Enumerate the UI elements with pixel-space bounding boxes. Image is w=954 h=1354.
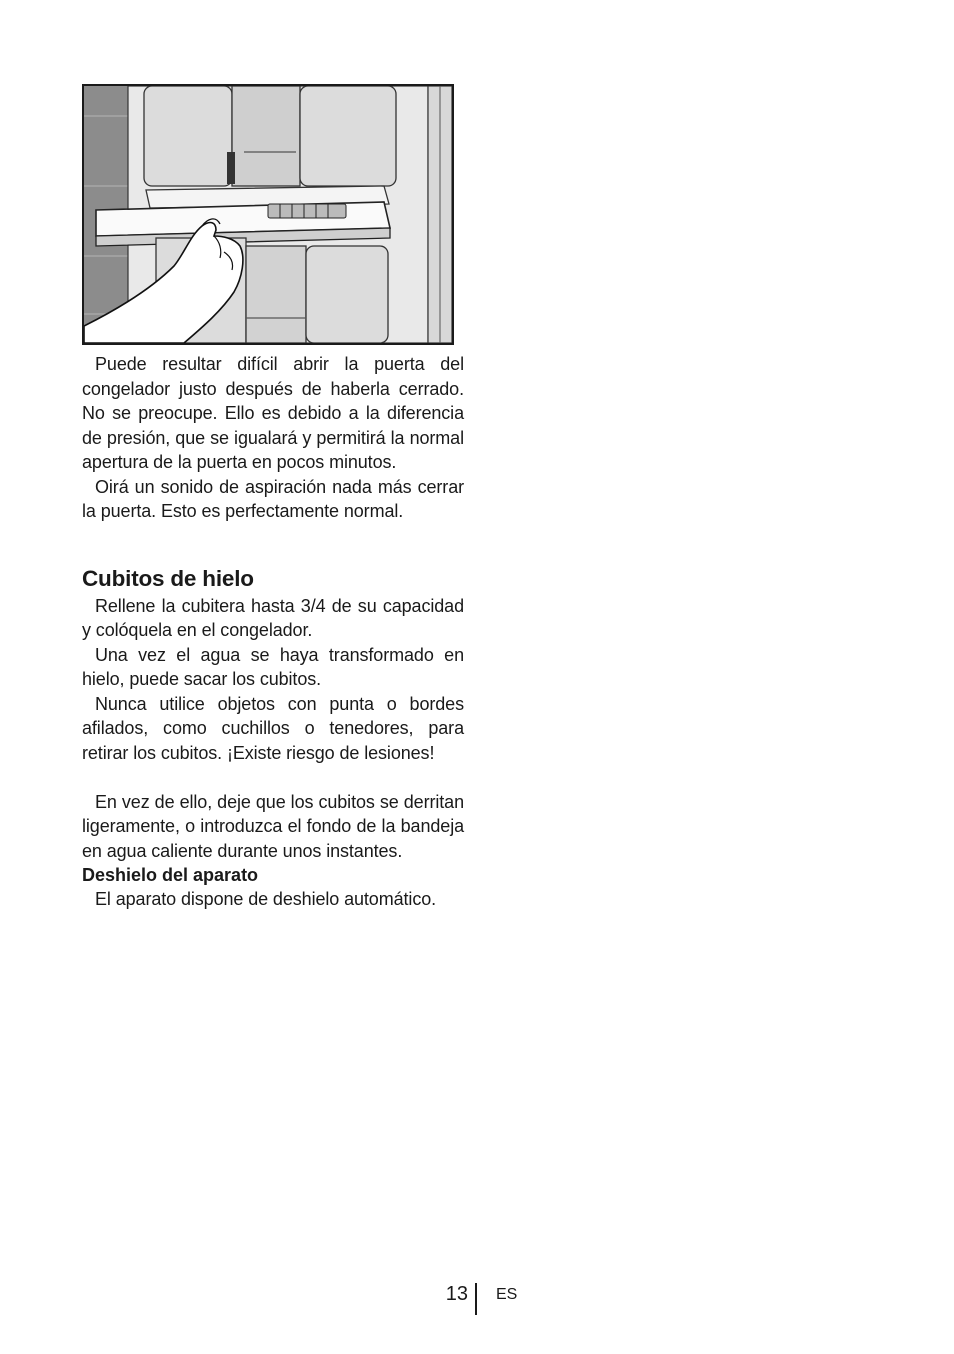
freezer-door-hand-icon [84,86,452,343]
intro-paragraph-1: Puede resultar difícil abrir la puerta del congelador justo después de haberla cerrado. No se preocupe. Ello es debido a la diferencia de presión, que se igualará y permitirá la normal apertura de la puerta en pocos minutos. [82,354,464,472]
intro-paragraph-2: Oirá un sonido de aspiración nada más cerrar la puerta. Esto es perfectamente normal. [82,476,464,521]
ice-paragraph-2: Una vez el agua se haya transformado en hielo, puede sacar los cubitos. [82,644,464,689]
ice-paragraph-3: Nunca utilice objetos con punta o bordes afilados, como cuchillos o tenedores, para retirar los cubitos. ¡Existe riesgo de lesiones! [82,693,464,763]
section-heading-ice-cubes: Cubitos de hielo [82,565,254,591]
freezer-illustration [82,84,454,345]
subheading-defrost: Deshielo del aparato [82,865,259,885]
language-code: ES [496,1286,518,1303]
defrost-paragraph-1: El aparato dispone de deshielo automático. [95,889,437,909]
footer-divider [475,1283,477,1315]
page-number: 13 [445,1283,468,1305]
ice-paragraph-1: Rellene la cubitera hasta 3/4 de su capacidad y colóquela en el congelador. [82,595,464,640]
text-column [82,352,464,912]
ice-paragraph-4: En vez de ello, deje que los cubitos se derritan ligeramente, o introduzca el fondo de la bandeja en agua caliente durante unos instantes. [82,791,464,861]
